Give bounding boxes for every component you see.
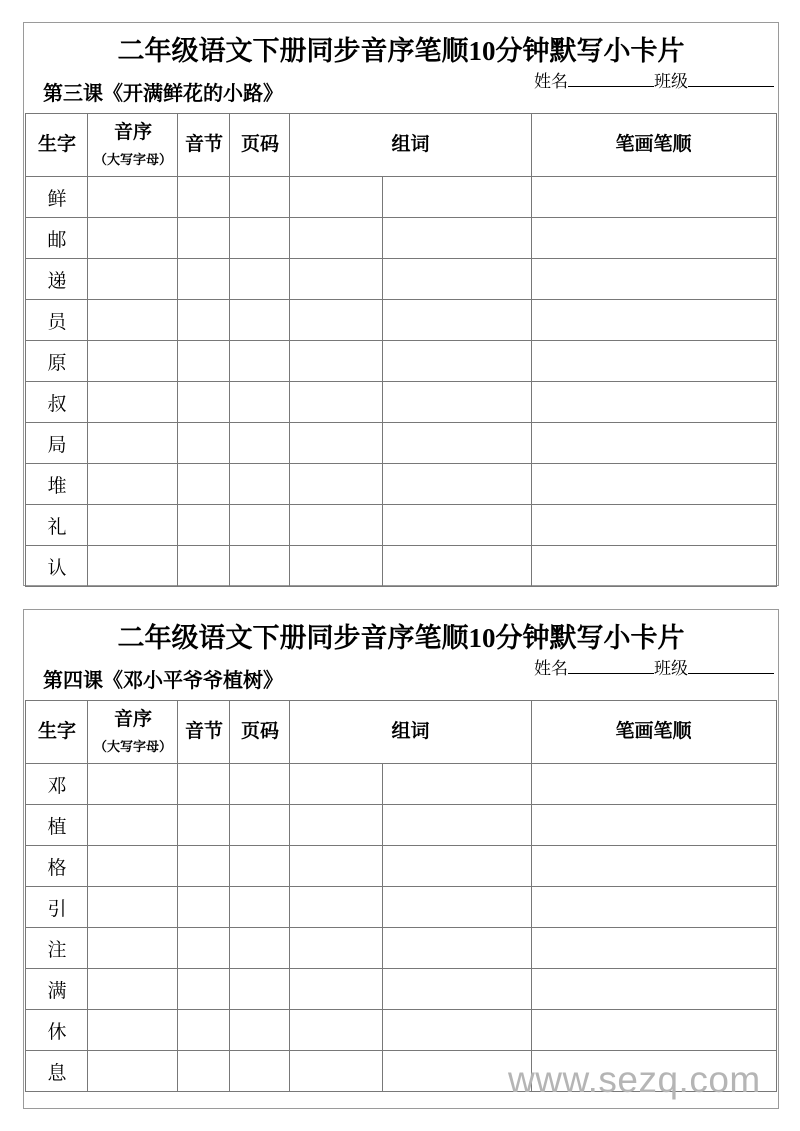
name-label-1: 姓名 bbox=[534, 72, 568, 91]
cell-strokes[interactable] bbox=[531, 887, 776, 928]
cell-syllable[interactable] bbox=[178, 764, 230, 805]
header-syllable: 音节 bbox=[178, 114, 230, 177]
table-row bbox=[26, 464, 776, 505]
cell-syllable[interactable] bbox=[178, 846, 230, 887]
cell-syllable[interactable] bbox=[178, 546, 230, 587]
cell-syllable[interactable] bbox=[178, 259, 230, 300]
cell-char: 格 bbox=[26, 846, 88, 887]
cell-pinyin-order[interactable] bbox=[88, 505, 178, 546]
card-banner-title-2: 二年级语文下册同步音序笔顺10分钟默写小卡片 bbox=[117, 623, 685, 653]
cell-strokes[interactable] bbox=[531, 300, 776, 341]
header-strokes: 笔画笔顺 bbox=[531, 114, 776, 177]
name-blank-2[interactable] bbox=[568, 673, 654, 674]
cell-strokes[interactable] bbox=[531, 928, 776, 969]
cell-syllable[interactable] bbox=[178, 341, 230, 382]
cell-words-a[interactable] bbox=[290, 423, 383, 464]
header-page-no: 页码 bbox=[230, 114, 290, 177]
table-row bbox=[26, 300, 776, 341]
cell-char: 认 bbox=[26, 546, 88, 587]
site-watermark: www.sezq.com bbox=[508, 1059, 761, 1100]
lesson-title-1: 第三课《开满鲜花的小路》 bbox=[43, 83, 283, 105]
cell-char: 休 bbox=[26, 1010, 88, 1051]
cell-syllable[interactable] bbox=[178, 423, 230, 464]
header-pinyin-order bbox=[88, 701, 178, 764]
table-row bbox=[26, 846, 776, 887]
cell-char: 邮 bbox=[26, 218, 88, 259]
header-syllable: 音节 bbox=[178, 701, 230, 764]
cell-page-no[interactable] bbox=[230, 546, 290, 587]
cell-words-b[interactable] bbox=[383, 1051, 531, 1092]
cell-page-no[interactable] bbox=[230, 887, 290, 928]
cell-strokes[interactable] bbox=[531, 177, 776, 218]
cell-pinyin-order[interactable] bbox=[88, 1010, 178, 1051]
cell-words-a[interactable] bbox=[290, 341, 383, 382]
cell-pinyin-order[interactable] bbox=[88, 218, 178, 259]
table-row bbox=[26, 1051, 776, 1092]
cell-char: 引 bbox=[26, 887, 88, 928]
cell-words-b[interactable] bbox=[383, 300, 531, 341]
cell-page-no[interactable] bbox=[230, 300, 290, 341]
cell-words-a[interactable] bbox=[290, 1010, 383, 1051]
cell-syllable[interactable] bbox=[178, 177, 230, 218]
cell-strokes[interactable] bbox=[531, 1010, 776, 1051]
cell-strokes[interactable] bbox=[531, 1051, 776, 1092]
cell-words-b[interactable] bbox=[383, 805, 531, 846]
table-row bbox=[26, 764, 776, 805]
cell-char: 满 bbox=[26, 969, 88, 1010]
cell-pinyin-order[interactable] bbox=[88, 928, 178, 969]
cell-words-b[interactable] bbox=[383, 423, 531, 464]
header-char: 生字 bbox=[26, 114, 88, 177]
table-row bbox=[26, 259, 776, 300]
cell-strokes[interactable] bbox=[531, 805, 776, 846]
name-blank-1[interactable] bbox=[568, 86, 654, 87]
class-blank-1[interactable] bbox=[688, 86, 774, 87]
cell-page-no[interactable] bbox=[230, 177, 290, 218]
cell-words-a[interactable] bbox=[290, 805, 383, 846]
cell-words-b[interactable] bbox=[383, 464, 531, 505]
cell-page-no[interactable] bbox=[230, 505, 290, 546]
table-header-row bbox=[26, 114, 776, 177]
cell-pinyin-order[interactable] bbox=[88, 464, 178, 505]
cell-page-no[interactable] bbox=[230, 259, 290, 300]
header-strokes: 笔画笔顺 bbox=[531, 701, 776, 764]
cell-char: 叔 bbox=[26, 382, 88, 423]
cell-syllable[interactable] bbox=[178, 300, 230, 341]
cell-pinyin-order[interactable] bbox=[88, 341, 178, 382]
cell-pinyin-order[interactable] bbox=[88, 764, 178, 805]
lesson-title-2: 第四课《邓小平爷爷植树》 bbox=[43, 670, 283, 692]
cell-page-no[interactable] bbox=[230, 764, 290, 805]
cell-syllable[interactable] bbox=[178, 805, 230, 846]
header-pinyin-order bbox=[88, 114, 178, 177]
cell-words-b[interactable] bbox=[383, 887, 531, 928]
table-body-2 bbox=[26, 764, 776, 1092]
cell-page-no[interactable] bbox=[230, 382, 290, 423]
table-row bbox=[26, 423, 776, 464]
cell-words-a[interactable] bbox=[290, 887, 383, 928]
cell-char: 注 bbox=[26, 928, 88, 969]
cell-strokes[interactable] bbox=[531, 423, 776, 464]
cell-words-b[interactable] bbox=[383, 764, 531, 805]
cell-syllable[interactable] bbox=[178, 887, 230, 928]
cell-page-no[interactable] bbox=[230, 928, 290, 969]
name-class-line-1 bbox=[534, 67, 774, 92]
cell-strokes[interactable] bbox=[531, 218, 776, 259]
cell-char: 员 bbox=[26, 300, 88, 341]
header-pinyin-order-main: 音序 bbox=[113, 709, 152, 731]
cell-words-b[interactable] bbox=[383, 928, 531, 969]
cell-page-no[interactable] bbox=[230, 423, 290, 464]
header-words: 组词 bbox=[290, 114, 531, 177]
cell-syllable[interactable] bbox=[178, 1010, 230, 1051]
cell-syllable[interactable] bbox=[178, 1051, 230, 1092]
cell-pinyin-order[interactable] bbox=[88, 259, 178, 300]
cell-char: 原 bbox=[26, 341, 88, 382]
cell-strokes[interactable] bbox=[531, 969, 776, 1010]
cell-words-b[interactable] bbox=[383, 177, 531, 218]
cell-syllable[interactable] bbox=[178, 218, 230, 259]
cell-pinyin-order[interactable] bbox=[88, 423, 178, 464]
table-row bbox=[26, 969, 776, 1010]
cell-page-no[interactable] bbox=[230, 218, 290, 259]
worksheet-card-2 bbox=[23, 609, 779, 1109]
cell-pinyin-order[interactable] bbox=[88, 177, 178, 218]
table-header-row bbox=[26, 701, 776, 764]
cell-words-b[interactable] bbox=[383, 846, 531, 887]
cell-char: 邓 bbox=[26, 764, 88, 805]
cell-words-a[interactable] bbox=[290, 177, 383, 218]
cell-page-no[interactable] bbox=[230, 805, 290, 846]
cell-char: 息 bbox=[26, 1051, 88, 1092]
lesson-header-row-1 bbox=[24, 72, 778, 111]
cell-syllable[interactable] bbox=[178, 969, 230, 1010]
cell-pinyin-order[interactable] bbox=[88, 805, 178, 846]
cell-strokes[interactable] bbox=[531, 546, 776, 587]
table-row bbox=[26, 505, 776, 546]
cell-words-a[interactable] bbox=[290, 382, 383, 423]
dictation-table-1 bbox=[25, 113, 776, 587]
cell-words-b[interactable] bbox=[383, 1010, 531, 1051]
cell-pinyin-order[interactable] bbox=[88, 887, 178, 928]
table-row bbox=[26, 341, 776, 382]
cell-strokes[interactable] bbox=[531, 505, 776, 546]
table-body-1 bbox=[26, 177, 776, 587]
cell-page-no[interactable] bbox=[230, 1051, 290, 1092]
table-row bbox=[26, 177, 776, 218]
name-label-2: 姓名 bbox=[534, 659, 568, 678]
cell-syllable[interactable] bbox=[178, 464, 230, 505]
cell-char: 递 bbox=[26, 259, 88, 300]
header-page-no: 页码 bbox=[230, 701, 290, 764]
cell-page-no[interactable] bbox=[230, 969, 290, 1010]
cell-page-no[interactable] bbox=[230, 846, 290, 887]
cell-words-b[interactable] bbox=[383, 505, 531, 546]
cell-char: 局 bbox=[26, 423, 88, 464]
cell-strokes[interactable] bbox=[531, 341, 776, 382]
table-row bbox=[26, 805, 776, 846]
table-row bbox=[26, 546, 776, 587]
table-row bbox=[26, 887, 776, 928]
cell-strokes[interactable] bbox=[531, 464, 776, 505]
cell-pinyin-order[interactable] bbox=[88, 382, 178, 423]
cell-words-a[interactable] bbox=[290, 218, 383, 259]
cell-words-a[interactable] bbox=[290, 764, 383, 805]
name-class-line-2 bbox=[534, 654, 774, 679]
table-row bbox=[26, 928, 776, 969]
cell-pinyin-order[interactable] bbox=[88, 546, 178, 587]
cell-syllable[interactable] bbox=[178, 505, 230, 546]
cell-page-no[interactable] bbox=[230, 464, 290, 505]
header-pinyin-order-main: 音序 bbox=[113, 122, 152, 144]
cell-page-no[interactable] bbox=[230, 1010, 290, 1051]
cell-words-b[interactable] bbox=[383, 259, 531, 300]
cell-pinyin-order[interactable] bbox=[88, 969, 178, 1010]
cell-syllable[interactable] bbox=[178, 928, 230, 969]
cell-strokes[interactable] bbox=[531, 382, 776, 423]
header-pinyin-order-sub: （大写字母） bbox=[93, 738, 172, 754]
cell-words-a[interactable] bbox=[290, 1051, 383, 1092]
cell-pinyin-order[interactable] bbox=[88, 846, 178, 887]
cell-words-b[interactable] bbox=[383, 218, 531, 259]
cell-words-b[interactable] bbox=[383, 969, 531, 1010]
table-row bbox=[26, 1010, 776, 1051]
cell-char: 鲜 bbox=[26, 177, 88, 218]
class-blank-2[interactable] bbox=[688, 673, 774, 674]
cell-pinyin-order[interactable] bbox=[88, 1051, 178, 1092]
cell-char: 植 bbox=[26, 805, 88, 846]
lesson-header-row-2 bbox=[24, 659, 778, 698]
cell-strokes[interactable] bbox=[531, 259, 776, 300]
cell-page-no[interactable] bbox=[230, 341, 290, 382]
cell-syllable[interactable] bbox=[178, 382, 230, 423]
cell-words-a[interactable] bbox=[290, 846, 383, 887]
class-label-2: 班级 bbox=[654, 659, 688, 678]
cell-char: 堆 bbox=[26, 464, 88, 505]
header-words: 组词 bbox=[290, 701, 531, 764]
cell-strokes[interactable] bbox=[531, 846, 776, 887]
dictation-table-2 bbox=[25, 700, 776, 1092]
cell-words-a[interactable] bbox=[290, 546, 383, 587]
cell-words-a[interactable] bbox=[290, 464, 383, 505]
cell-words-b[interactable] bbox=[383, 382, 531, 423]
cell-words-b[interactable] bbox=[383, 546, 531, 587]
table-row bbox=[26, 382, 776, 423]
cell-char: 礼 bbox=[26, 505, 88, 546]
cell-pinyin-order[interactable] bbox=[88, 300, 178, 341]
worksheet-card-1 bbox=[23, 22, 779, 586]
header-char: 生字 bbox=[26, 701, 88, 764]
card-banner-title-1: 二年级语文下册同步音序笔顺10分钟默写小卡片 bbox=[117, 36, 685, 66]
cell-words-a[interactable] bbox=[290, 505, 383, 546]
cell-strokes[interactable] bbox=[531, 764, 776, 805]
table-row bbox=[26, 218, 776, 259]
class-label-1: 班级 bbox=[654, 72, 688, 91]
cell-words-a[interactable] bbox=[290, 300, 383, 341]
cell-words-a[interactable] bbox=[290, 928, 383, 969]
cell-words-a[interactable] bbox=[290, 969, 383, 1010]
cell-words-b[interactable] bbox=[383, 341, 531, 382]
cell-words-a[interactable] bbox=[290, 259, 383, 300]
header-pinyin-order-sub: （大写字母） bbox=[93, 151, 172, 167]
